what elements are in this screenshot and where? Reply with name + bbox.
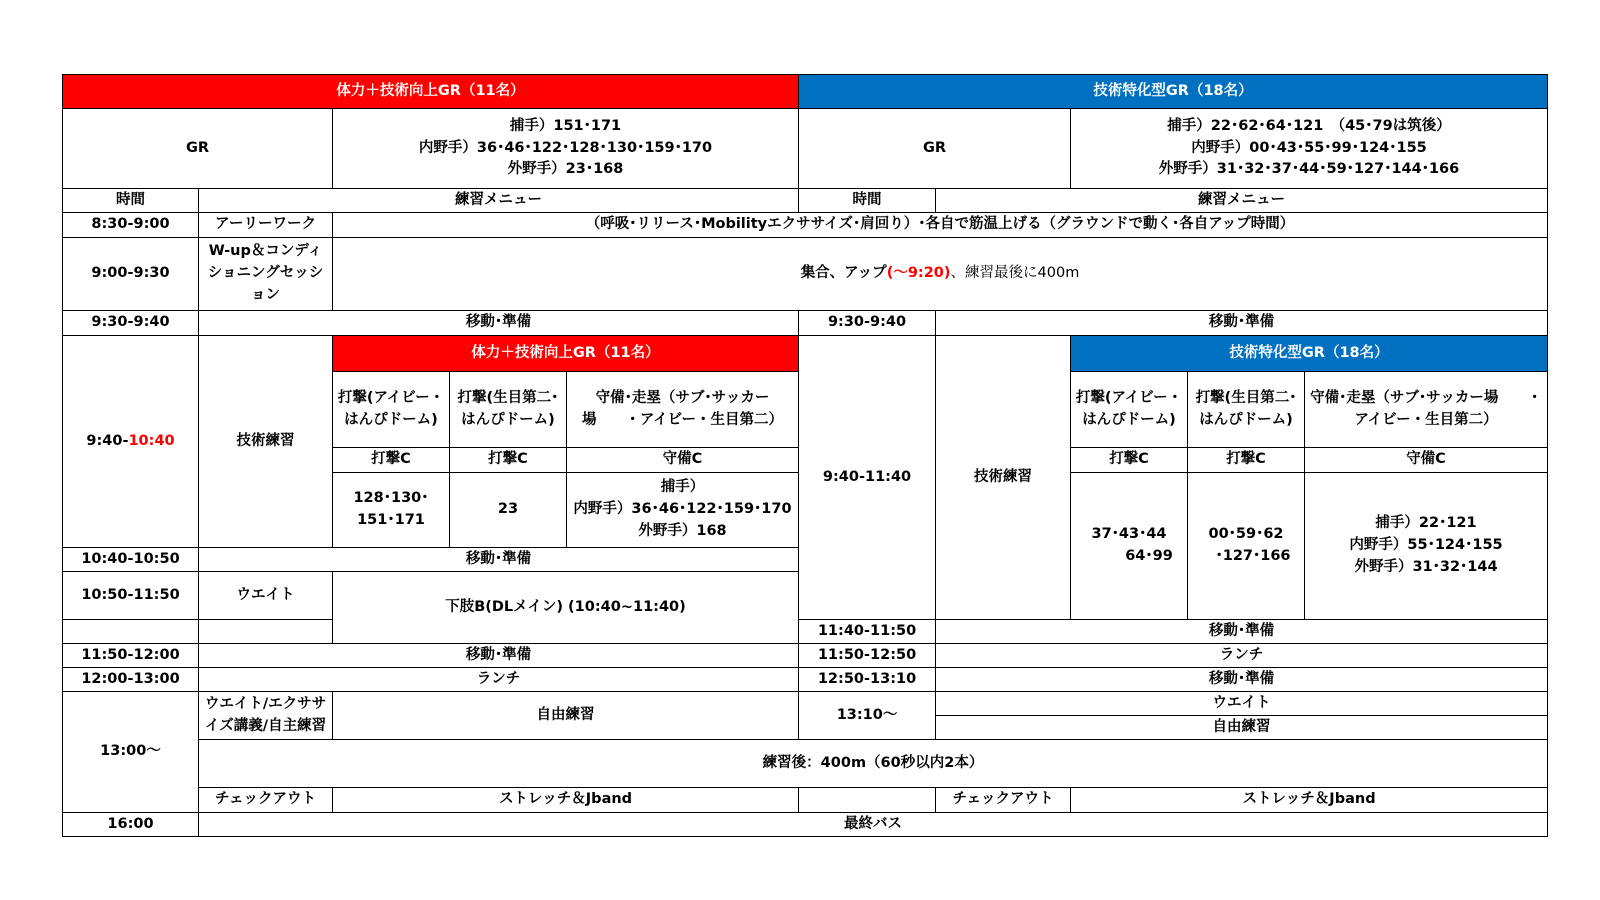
left-defense-catcher: 捕手） [660,479,705,496]
content-move1-right: 移動･準備 [936,311,1548,336]
left-member-catcher: 捕手）151･171 [509,117,622,134]
content-move3: 移動･準備 [199,644,799,668]
right-defense-catcher: 捕手）22･121 [1375,515,1477,532]
label-tech-right: 技術練習 [936,336,1071,620]
right-batting2-members-line1: 00･59･62 [1208,526,1284,543]
after-practice: 練習後：400m（60秒以内2本） [199,740,1548,788]
content-move1: 移動･準備 [199,311,799,336]
right-gr-label: GR [799,109,1071,189]
time-lunch-right: 11:50-12:50 [799,644,936,668]
time-move2: 10:40-10:50 [63,548,199,572]
right-coach-batting2: 打撃C [1188,448,1305,473]
right-member-infield: 内野手）00･43･55･99･124･155 [1191,139,1427,156]
label-afternoon: ウエイト/エクササイズ講義/自主練習 [199,692,333,740]
left-gr-members [333,109,799,189]
menu-header-right: 練習メニュー [936,189,1548,213]
left-batting2-members: 23 [450,473,567,548]
right-defense-members [1305,473,1548,620]
menu-header-left: 練習メニュー [199,189,799,213]
right-coach-batting1: 打撃C [1071,448,1188,473]
schedule-table [62,74,1548,837]
content-early: （呼吸･リリース･Mobilityエクササイズ･肩回り）･各自で筋温上げる（グラウンドで動く･各自アップ時間） [333,213,1548,238]
label-tech-left: 技術練習 [199,336,333,548]
label-checkout: チェックアウト [199,788,333,813]
left-defense-members [567,473,799,548]
content-stretch-right: ストレッチ＆Jband [1071,788,1548,813]
left-defense-location: 守備･走塁（サブ･サッカー場 ・アイビー・生目第二） [567,372,799,448]
right-batting1-location: 打撃(アイビー・はんぴドーム) [1071,372,1188,448]
left-batting2-location: 打撃(生目第二･はんぴドーム) [450,372,567,448]
time-end: 16:00 [63,813,199,837]
content-move2: 移動･準備 [199,548,799,572]
right-member-catcher: 捕手）22･62･64･121 （45･79は筑後） [1167,117,1451,134]
left-defense-outfield: 外野手）168 [638,522,727,539]
right-batting1-members [1071,473,1188,620]
content-afternoon: 自由練習 [333,692,799,740]
label-checkout-right: チェックアウト [936,788,1071,813]
right-batting2-members [1188,473,1305,620]
right-defense-location: 守備･走塁（サブ･サッカー場 ・アイビー・生目第二） [1305,372,1548,448]
right-defense-outfield: 外野手）31･32･144 [1354,558,1498,575]
time-move1-right: 9:30-9:40 [799,311,936,336]
time-move2-right: 11:40-11:50 [799,620,936,644]
time-tech-right: 9:40-11:40 [799,336,936,620]
label-weight: ウエイト [199,572,333,620]
content-stretch: ストレッチ＆Jband [333,788,799,813]
right-coach-defense: 守備C [1305,448,1548,473]
content-afternoon-right-free: 自由練習 [936,716,1548,740]
left-coach-defense: 守備C [567,448,799,473]
content-move3-right: 移動･準備 [936,668,1548,692]
time-header-left: 時間 [63,189,199,213]
label-early: アーリーワーク [199,213,333,238]
label-wup: W-up＆コンディショニングセッション [199,238,333,311]
right-batting1-members-line2: 64･99 [1125,548,1173,564]
left-coach-batting1: 打撃C [333,448,450,473]
right-batting1-members-line1: 37･43･44 [1091,526,1167,543]
left-member-outfield: 外野手）23･168 [507,161,624,178]
left-coach-batting2: 打撃C [450,448,567,473]
content-wup: 集合、アップ(～9:20)、練習最後に400m [333,238,1548,311]
time-header-right: 時間 [799,189,936,213]
time-move3: 11:50-12:00 [63,644,199,668]
time-early: 8:30-9:00 [63,213,199,238]
content-lunch: ランチ [199,668,799,692]
right-group-title: 技術特化型GR（18名） [799,75,1548,109]
time-tech-left: 9:40-10:40 [63,336,199,548]
left-member-infield: 内野手）36･46･122･128･130･159･170 [418,139,713,156]
time-move3-right: 12:50-13:10 [799,668,936,692]
right-member-outfield: 外野手）31･32･37･44･59･127･144･166 [1158,161,1460,178]
left-batting1-location: 打撃(アイビー・はんぴドーム) [333,372,450,448]
content-move2-right: 移動･準備 [936,620,1548,644]
content-end: 最終バス [199,813,1548,837]
time-afternoon-right: 13:10～ [799,692,936,740]
content-weight: 下肢B(DLメイン) (10:40~11:40) [333,572,799,644]
content-afternoon-right-weight: ウエイト [936,692,1548,716]
left-gr-label: GR [63,109,333,189]
time-weight: 10:50-11:50 [63,572,199,620]
time-wup: 9:00-9:30 [63,238,199,311]
left-defense-infield: 内野手）36･46･122･159･170 [573,501,792,518]
time-afternoon: 13:00～ [63,692,199,813]
left-group-title: 体力＋技術向上GR（11名） [63,75,799,109]
time-move1: 9:30-9:40 [63,311,199,336]
left-batting1-members: 128･130･151･171 [333,473,450,548]
right-defense-infield: 内野手）55･124･155 [1349,537,1503,554]
right-batting2-location: 打撃(生目第二･はんぴドーム) [1188,372,1305,448]
time-lunch: 12:00-13:00 [63,668,199,692]
right-gr-members [1071,109,1548,189]
right-batting2-members-line2: ･127･166 [1215,548,1291,564]
content-lunch-right: ランチ [936,644,1548,668]
left-sub-title: 体力＋技術向上GR（11名） [333,336,799,372]
right-sub-title: 技術特化型GR（18名） [1071,336,1548,372]
